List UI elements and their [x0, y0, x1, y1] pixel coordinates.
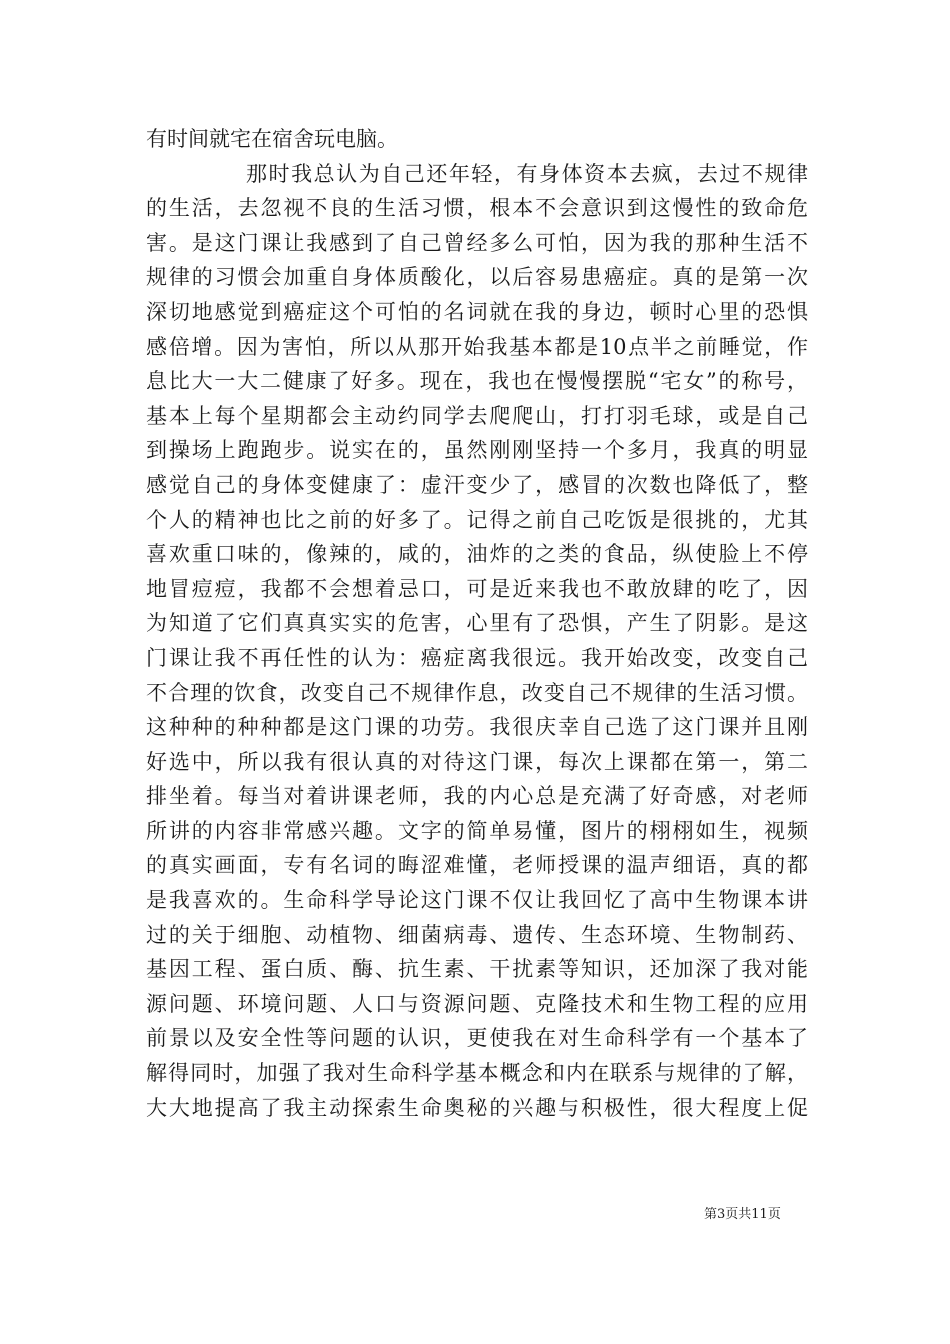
text-line: 基本上每个星期都会主动约同学去爬爬山，打打羽毛球，或是自己	[146, 403, 808, 428]
text-line: 的真实画面，专有名词的晦涩难懂，老师授课的温声细语，真的都	[146, 853, 808, 878]
body-text	[146, 122, 808, 1125]
text-line: 所讲的内容非常感兴趣。文字的简单易懂，图片的栩栩如生，视频	[146, 818, 808, 843]
text-line: 深切地感觉到癌症这个可怕的名词就在我的身边，顿时心里的恐惧	[146, 299, 808, 324]
text-line: 前景以及安全性等问题的认识，更使我在对生命科学有一个基本了	[146, 1026, 808, 1051]
text-line: 有时间就宅在宿舍玩电脑。	[146, 127, 398, 151]
text-line: 基因工程、蛋白质、酶、抗生素、干扰素等知识，还加深了我对能	[146, 957, 808, 982]
text-line: 感觉自己的身体变健康了：虚汗变少了，感冒的次数也降低了，整	[146, 472, 808, 497]
text-line: 解得同时，加强了我对生命科学基本概念和内在联系与规律的了解，	[146, 1061, 808, 1086]
text-line: 过的关于细胞、动植物、细菌病毒、遗传、生态环境、生物制药、	[146, 922, 808, 947]
text-line: 息比大一大二健康了好多。现在，我也在慢慢摆脱“宅女”的称号，	[146, 369, 808, 394]
text-line: 门课让我不再任性的认为：癌症离我很远。我开始改变，改变自己	[146, 645, 808, 670]
text-line: 感倍增。因为害怕，所以从那开始我基本都是10点半之前睡觉，作	[146, 334, 808, 359]
paragraph-start-line: 那时我总认为自己还年轻，有身体资本去疯，去过不规律	[246, 161, 808, 186]
text-line: 是我喜欢的。生命科学导论这门课不仅让我回忆了高中生物课本讲	[146, 888, 808, 913]
text-line: 的生活，去忽视不良的生活习惯，根本不会意识到这慢性的致命危	[146, 196, 808, 221]
text-line: 喜欢重口味的，像辣的，咸的，油炸的之类的食品，纵使脸上不停	[146, 542, 808, 567]
text-line: 地冒痘痘，我都不会想着忌口，可是近来我也不敢放肆的吃了，因	[146, 576, 808, 601]
text-line: 大大地提高了我主动探索生命奥秘的兴趣与积极性，很大程度上促	[146, 1095, 808, 1120]
text-line: 排坐着。每当对着讲课老师，我的内心总是充满了好奇感，对老师	[146, 784, 808, 809]
text-line: 到操场上跑跑步。说实在的，虽然刚刚坚持一个多月，我真的明显	[146, 438, 808, 463]
text-line: 规律的习惯会加重自身体质酸化，以后容易患癌症。真的是第一次	[146, 265, 808, 290]
text-line: 个人的精神也比之前的好多了。记得之前自己吃饭是很挑的，尤其	[146, 507, 808, 532]
text-line: 源问题、环境问题、人口与资源问题、克隆技术和生物工程的应用	[146, 991, 808, 1016]
text-line: 这种种的种种都是这门课的功劳。我很庆幸自己选了这门课并且刚	[146, 715, 808, 740]
text-line: 好选中，所以我有很认真的对待这门课，每次上课都在第一，第二	[146, 749, 808, 774]
text-line: 害。是这门课让我感到了自己曾经多么可怕，因为我的那种生活不	[146, 230, 808, 255]
text-line: 不合理的饮食，改变自己不规律作息，改变自己不规律的生活习惯。	[146, 680, 808, 705]
text-line: 为知道了它们真真实实的危害，心里有了恐惧，产生了阴影。是这	[146, 611, 808, 636]
page-number-footer: 第3页共11页	[704, 1207, 781, 1222]
